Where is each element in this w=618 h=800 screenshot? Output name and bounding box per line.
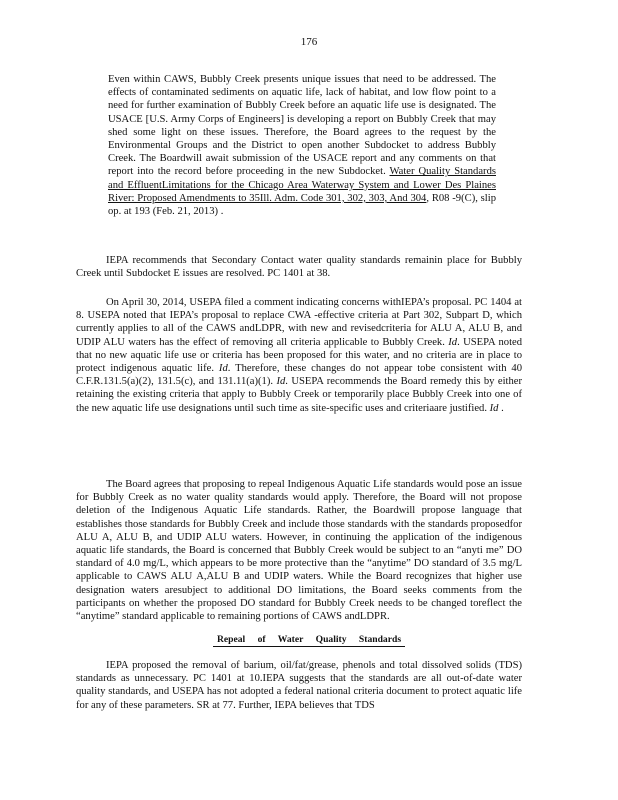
- id-citation: Id: [489, 402, 499, 414]
- paragraph-board-agrees: The Board agrees that proposing to repeal Indigenous Aquatic Life standards would pose an issue for Bubbly Creek as no water quality standards would apply. Therefore, the Board will not propose deletion of the Indigenous Aquatic Life standards. Rather, the Boardwill propose language that establishes those standards for Bubbly Creek and include those standards with the standards proposedfor ALU A, ALU B, and UDIP ALU waters. However, in continuing the application of the indigenous aquatic life standards, the Board is concerned that Bubbly Creek would be subject to an “anyti me” DO standard of 4.0 mg/L, which appears to be more protective than the “anytime” DO standard of 3.5 mg/L applicable to CAWS ALU A,ALU B and UDIP waters. While the Board recognizes that higher use designation waters aresubject to additional DO limitations, the Board seeks comments from the participants on whether the proposed DO standard for Bubbly Creek needs to be changed toreflect the “anytime” standard applicable to remaining portions of CAWS andLDPR.: [76, 479, 522, 623]
- id-citation: Id: [218, 363, 228, 375]
- paragraph-usepa-comment: On April 30, 2014, USEPA filed a comment indicating concerns withIEPA’s proposal. PC 1404 at 8. USEPA noted that IEPA’s proposal to replace CWA -effective criteria at Part 302, Subpart D, which currently applies to all of the CAWS andLDPR, with new and revisedcriteria for ALU A, ALU B, and UDIP ALU waters has the effect of removing all criteria applicable to Bubbly Creek. Id. USEPA noted that no new aquatic life use or criteria has been proposed for this water, and no criteria are in place to protect indigenous aquatic life. Id. Therefore, these changes do not appear tobe consistent with 40 C.F.R.131.5(a)(2), 131.5(c), and 131.11(a)(1). Id. USEPA recommends the Board remedy this by either retaining the existing criteria that apply to Bubbly Creek or temporarily place Bubbly Creek into one of the new aquatic life use designations until such time as site-specific uses and criteriaare justified. Id .: [76, 297, 523, 414]
- case-citation-details: , R08 -9(C), slip op. at 193 (Feb. 21, 2013) .: [108, 192, 496, 218]
- id-citation-trail: .: [498, 402, 504, 414]
- block-quote-text: Even within CAWS, Bubbly Creek presents unique issues that need to be addressed. The effects of contaminated sediments on aquatic life, lack of habitat, and low flow point to a need for further examination of Bubbly Creek before an aquatic life use is designated. The USACE [U.S. Army Corps of Engineers] is developing a report on Bubbly Creek that may shed some light on these issues. Therefore, the Board agrees to the request by the Environmental Groups and the District to open another Subdocket to address Bubbly Creek. The Boardwill await submission of the USACE report and any comments on that report into the record before proceeding in the new Subdocket.: [108, 74, 496, 178]
- case-citation-title: Water Quality Standards and EffluentLimitations for the Chicago Area Waterway System and Lower Des Plaines River: Proposed Amendments to 35Ill. Adm. Code 301, 302, 303, And 304: [108, 166, 496, 204]
- paragraph-iepa-recommendation: IEPA recommends that Secondary Contact water quality standards remainin place for Bubbly Creek until Subdocket E issues are resolved. PC 1401 at 38.: [76, 255, 522, 280]
- section-heading-text: Repeal of Water Quality Standards: [213, 634, 405, 647]
- usepa-comment-part-1: On April 30, 2014, USEPA filed a comment indicating concerns withIEPA’s proposal. PC 1404 at 8. USEPA noted that IEPA’s proposal to replace CWA -effective criteria at Part 302, Subpart D, which currently applies to all of the CAWS andLDPR, with new and revisedcriteria for ALU A, ALU B, and UDIP ALU waters has the effect of removing all criteria applicable to Bubbly Creek.: [76, 297, 522, 348]
- paragraph-repeal-standards: IEPA proposed the removal of barium, oil/fat/grease, phenols and total dissolved solids (TDS) standards as unnecessary. PC 1401 at 10.IEPA suggests that the standards are all out-of-date water quality standards, and USEPA has not adopted a federal national criteria document to protect aquatic life for any of these parameters. SR at 77. Further, IEPA believes that TDS: [76, 660, 522, 711]
- section-heading: [0, 633, 618, 646]
- usepa-comment-part-4: USEPA recommends the Board remedy this by either retaining the existing criteria that apply to Bubbly Creek or temporarily place Bubbly Creek into one of the new aquatic life use designations until such time as site-specific uses and criteriaare justified.: [76, 376, 523, 414]
- block-quote: [108, 73, 496, 218]
- page-number: 176: [300, 36, 318, 48]
- usepa-comment-part-3: Therefore, these changes do not appear tobe consistent with 40 C.F.R.131.5(a)(2), 131.5(c), and 131.11(a)(1).: [76, 363, 523, 388]
- id-citation: Id: [276, 376, 286, 388]
- usepa-comment-part-2: USEPA noted that no new aquatic life use or criteria has been proposed for this water, and no criteria are in place to protect indigenous aquatic life.: [76, 336, 523, 375]
- id-citation: Id: [448, 336, 458, 348]
